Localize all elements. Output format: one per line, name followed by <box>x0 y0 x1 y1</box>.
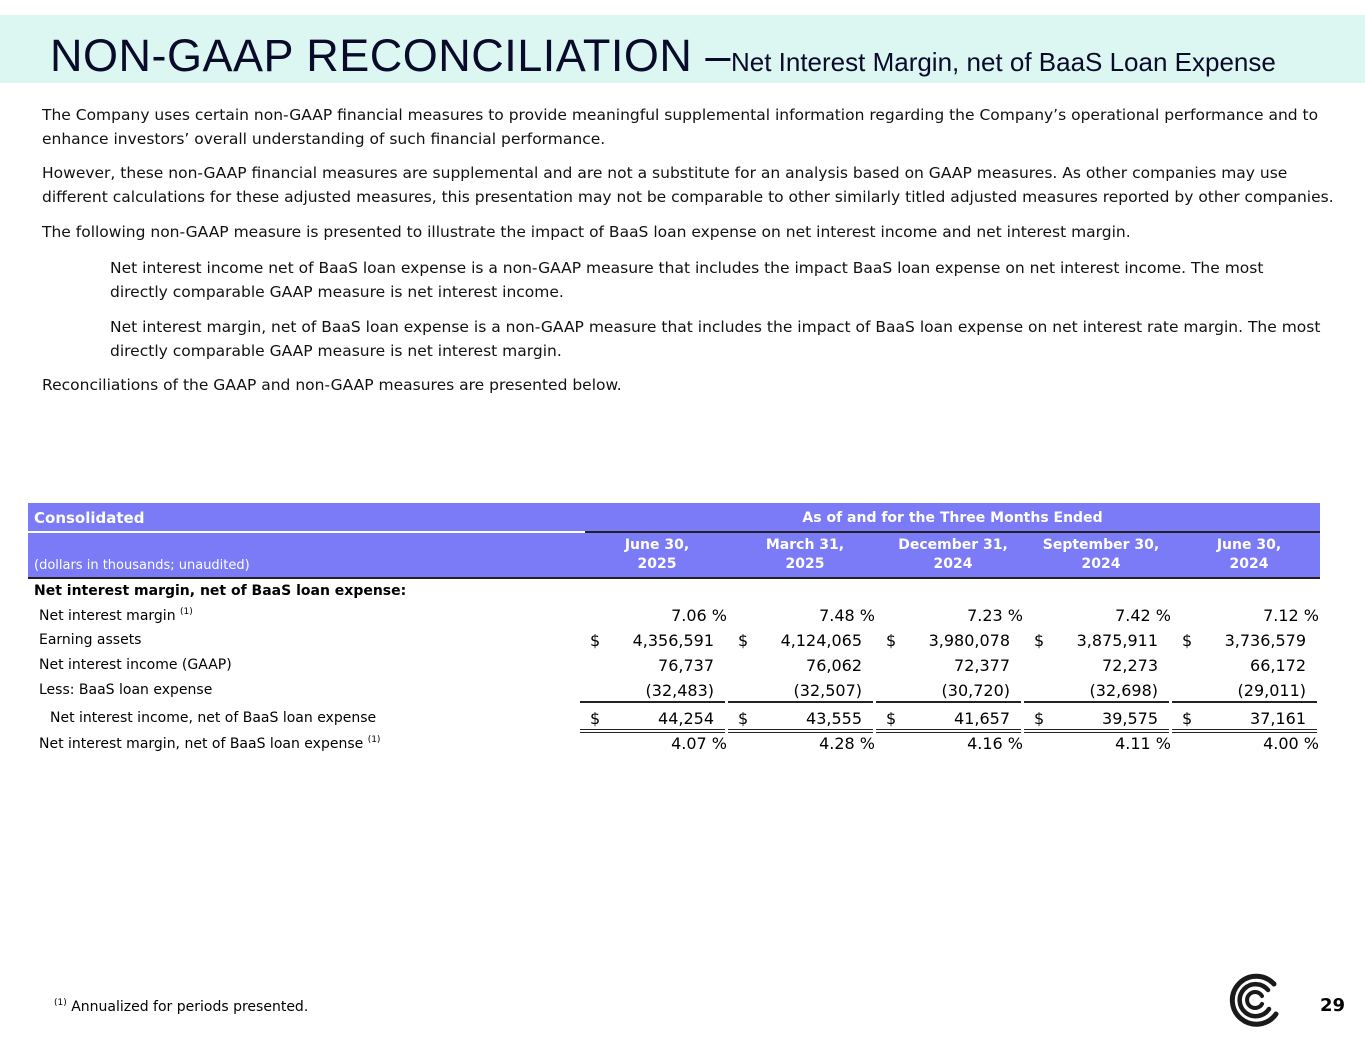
subtotal-rule <box>580 701 725 703</box>
row-label-text: Less: BaaS loan expense <box>39 682 213 698</box>
column-header-year: 2024 <box>1081 556 1121 572</box>
row-label-text: Earning assets <box>39 632 142 648</box>
currency-symbol: $ <box>886 631 897 650</box>
subtotal-rule <box>876 701 1021 703</box>
row-label-text: Net interest income, net of BaaS loan expense <box>50 710 377 726</box>
row-label-text: Net interest margin <box>39 608 176 624</box>
cell-value: 39,575 <box>1102 709 1158 728</box>
column-header-year: 2025 <box>785 556 825 572</box>
row-label <box>39 657 232 673</box>
cell-value: 72,273 <box>1102 656 1158 675</box>
footnote-marker: (1) <box>54 998 67 1008</box>
cell-value: 66,172 <box>1250 656 1306 675</box>
cell-value: 7.23 % <box>967 606 1023 625</box>
table-row <box>28 653 1320 677</box>
cell-value: 4,124,065 <box>780 631 862 650</box>
currency-symbol: $ <box>590 709 601 728</box>
subtotal-rule <box>728 701 873 703</box>
total-double-rule <box>580 729 725 733</box>
cell-value: 72,377 <box>954 656 1010 675</box>
cell-value: 3,875,911 <box>1076 631 1158 650</box>
table-row <box>28 603 1320 627</box>
page-title-main: NON-GAAP RECONCILIATION – <box>50 30 731 81</box>
cell-value: 3,736,579 <box>1224 631 1306 650</box>
total-double-rule <box>1024 729 1169 733</box>
cell-value: 4.28 % <box>819 734 875 753</box>
page-title-sub: Net Interest Margin, net of BaaS Loan Expense <box>730 47 1276 77</box>
cell-value: (32,507) <box>793 681 862 700</box>
cell-value: 7.06 % <box>671 606 727 625</box>
intro-paragraph-2: However, these non-GAAP financial measures are supplemental and are not a substitute for an analysis based on GAAP measures. As other companies may use different calculations for these adjusted measures, this presentation may not be comparable to other similarly titled adjusted measures reported by other companies. <box>42 164 1334 206</box>
currency-symbol: $ <box>1182 709 1193 728</box>
currency-symbol: $ <box>738 709 749 728</box>
table-title: Consolidated <box>34 509 145 527</box>
cell-value: 4.16 % <box>967 734 1023 753</box>
column-header-period: December 31, <box>898 537 1008 553</box>
column-header-year: 2025 <box>637 556 677 572</box>
row-label <box>39 682 212 698</box>
table-row <box>28 678 1320 702</box>
cell-value: 41,657 <box>954 709 1010 728</box>
intro-paragraph-1: The Company uses certain non-GAAP financial measures to provide meaningful supplemental information regarding the Company’s operational performance and to enhance investors’ overall understanding of such financial performance. <box>42 106 1319 148</box>
column-header-period: September 30, <box>1042 537 1160 553</box>
measure-definition-2: Net interest margin, net of BaaS loan expense is a non-GAAP measure that includes the impact of BaaS loan expense on net interest rate margin. The most directly comparable GAAP measure is net interest margin. <box>110 318 1321 360</box>
row-label-text: Net interest income (GAAP) <box>39 657 232 673</box>
page-number: 29 <box>1320 995 1346 1016</box>
total-double-rule <box>728 729 873 733</box>
page-title <box>50 30 1276 82</box>
cell-value: 3,980,078 <box>928 631 1010 650</box>
column-header-period: June 30, <box>624 537 690 553</box>
column-header-4 <box>1031 536 1171 574</box>
cell-value: 44,254 <box>658 709 714 728</box>
currency-symbol: $ <box>1034 631 1045 650</box>
table-row <box>28 706 1320 730</box>
period-header: As of and for the Three Months Ended <box>802 510 1103 526</box>
column-header-3 <box>883 536 1023 574</box>
currency-symbol: $ <box>1182 631 1193 650</box>
column-header-period: March 31, <box>765 537 845 553</box>
cell-value: 4.11 % <box>1115 734 1171 753</box>
column-header-period: June 30, <box>1216 537 1282 553</box>
total-double-rule <box>1172 729 1317 733</box>
subtotal-rule <box>1024 701 1169 703</box>
currency-symbol: $ <box>886 709 897 728</box>
row-label <box>39 735 380 752</box>
table-row <box>28 731 1320 755</box>
cell-value: 43,555 <box>806 709 862 728</box>
column-header-1 <box>587 536 727 574</box>
footnote <box>54 998 308 1015</box>
cell-value: (32,483) <box>645 681 714 700</box>
footnote-marker: (1) <box>367 735 381 745</box>
cell-value: 4.00 % <box>1263 734 1319 753</box>
company-logo-icon <box>1226 970 1288 1030</box>
column-header-5 <box>1179 536 1319 574</box>
units-label: (dollars in thousands; unaudited) <box>34 558 250 573</box>
section-row <box>28 579 1320 603</box>
cell-value: 7.48 % <box>819 606 875 625</box>
row-label <box>50 710 376 726</box>
cell-value: 7.12 % <box>1263 606 1319 625</box>
currency-symbol: $ <box>738 631 749 650</box>
intro-paragraph-3: The following non-GAAP measure is presented to illustrate the impact of BaaS loan expense on net interest income and net interest margin. <box>42 223 1131 241</box>
column-header-2 <box>735 536 875 574</box>
intro-paragraph-4: Reconciliations of the GAAP and non-GAAP measures are presented below. <box>42 376 622 394</box>
cell-value: (32,698) <box>1089 681 1158 700</box>
cell-value: 4,356,591 <box>632 631 714 650</box>
column-header-year: 2024 <box>1229 556 1269 572</box>
subtotal-rule <box>1172 701 1317 703</box>
currency-symbol: $ <box>590 631 601 650</box>
cell-value: 37,161 <box>1250 709 1306 728</box>
row-label <box>39 632 141 648</box>
table-row <box>28 628 1320 652</box>
cell-value: 7.42 % <box>1115 606 1171 625</box>
measure-definition-1: Net interest income net of BaaS loan expense is a non-GAAP measure that includes the impact BaaS loan expense on net interest income. The most directly comparable GAAP measure is net interest income. <box>110 259 1264 301</box>
column-header-year: 2024 <box>933 556 973 572</box>
cell-value: (29,011) <box>1237 681 1306 700</box>
row-label <box>39 607 193 624</box>
section-label: Net interest margin, net of BaaS loan expense: <box>34 583 407 599</box>
footnote-text: Annualized for periods presented. <box>66 999 309 1015</box>
cell-value: (30,720) <box>941 681 1010 700</box>
cell-value: 76,737 <box>658 656 714 675</box>
currency-symbol: $ <box>1034 709 1045 728</box>
total-double-rule <box>876 729 1021 733</box>
cell-value: 4.07 % <box>671 734 727 753</box>
cell-value: 76,062 <box>806 656 862 675</box>
row-label-text: Net interest margin, net of BaaS loan expense <box>39 736 364 752</box>
footnote-marker: (1) <box>180 607 193 617</box>
